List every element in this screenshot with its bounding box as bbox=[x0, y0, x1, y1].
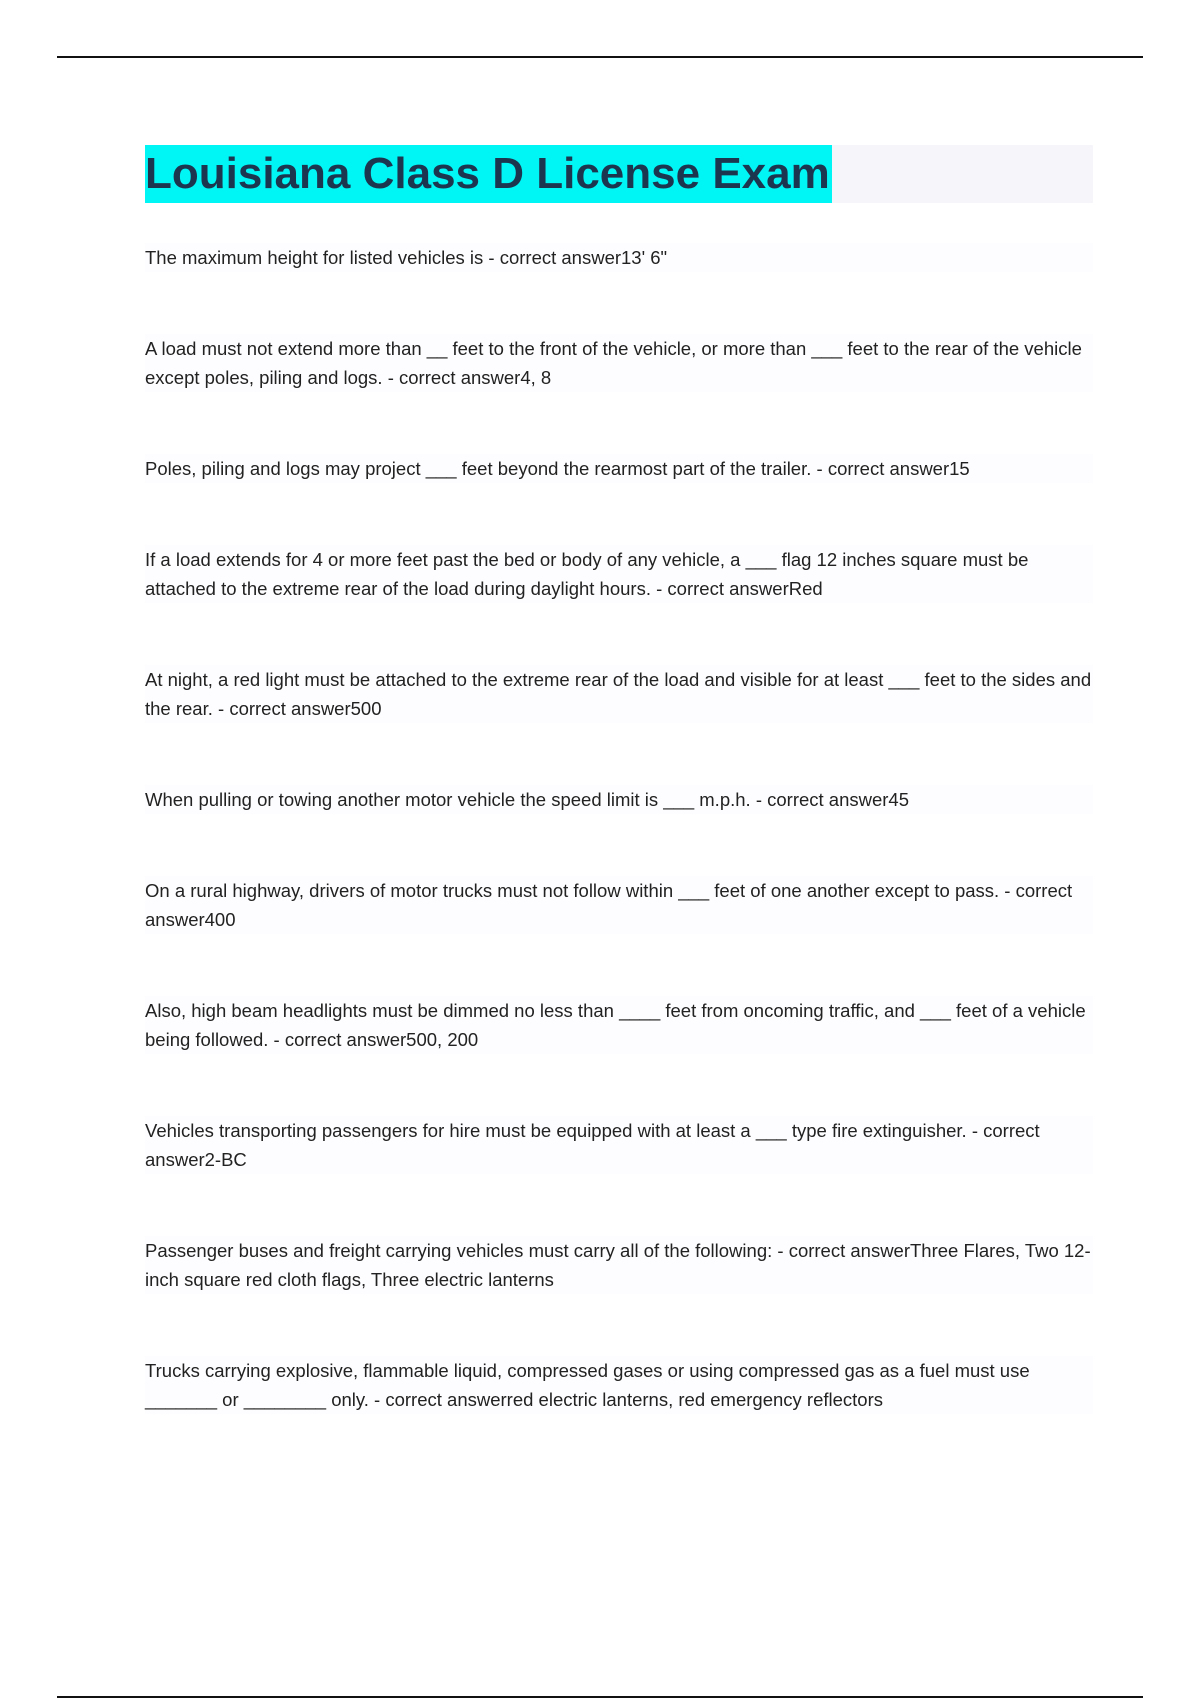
document-body bbox=[145, 145, 1093, 1476]
question-item: Vehicles transporting passengers for hire must be equipped with at least a ___ type fire extinguisher. - correct answer2-BC bbox=[145, 1116, 1093, 1174]
title-band bbox=[145, 145, 1093, 203]
question-list bbox=[145, 243, 1093, 1414]
header-rule bbox=[57, 56, 1143, 58]
question-item: Also, high beam headlights must be dimmed no less than ____ feet from oncoming traffic, and ___ feet of a vehicle being followed. - correct answer500, 200 bbox=[145, 996, 1093, 1054]
question-item: Trucks carrying explosive, flammable liquid, compressed gases or using compressed gas as a fuel must use _______ or ________ only. - correct answerred electric lanterns, red emergency reflectors bbox=[145, 1356, 1093, 1414]
question-item: On a rural highway, drivers of motor trucks must not follow within ___ feet of one another except to pass. - correct answer400 bbox=[145, 876, 1093, 934]
question-item: At night, a red light must be attached to the extreme rear of the load and visible for at least ___ feet to the sides and the rear. - correct answer500 bbox=[145, 665, 1093, 723]
question-item: The maximum height for listed vehicles is - correct answer13' 6" bbox=[145, 243, 1093, 272]
question-item: Poles, piling and logs may project ___ feet beyond the rearmost part of the trailer. - correct answer15 bbox=[145, 454, 1093, 483]
question-item: A load must not extend more than __ feet to the front of the vehicle, or more than ___ feet to the rear of the vehicle except poles, piling and logs. - correct answer4, 8 bbox=[145, 334, 1093, 392]
footer-rule bbox=[57, 1696, 1143, 1698]
document-title: Louisiana Class D License Exam bbox=[145, 145, 832, 203]
question-item: Passenger buses and freight carrying vehicles must carry all of the following: - correct answerThree Flares, Two 12-inch square red cloth flags, Three electric lanterns bbox=[145, 1236, 1093, 1294]
question-item: When pulling or towing another motor vehicle the speed limit is ___ m.p.h. - correct answer45 bbox=[145, 785, 1093, 814]
question-item: If a load extends for 4 or more feet past the bed or body of any vehicle, a ___ flag 12 inches square must be attached to the extreme rear of the load during daylight hours. - correct answerRed bbox=[145, 545, 1093, 603]
